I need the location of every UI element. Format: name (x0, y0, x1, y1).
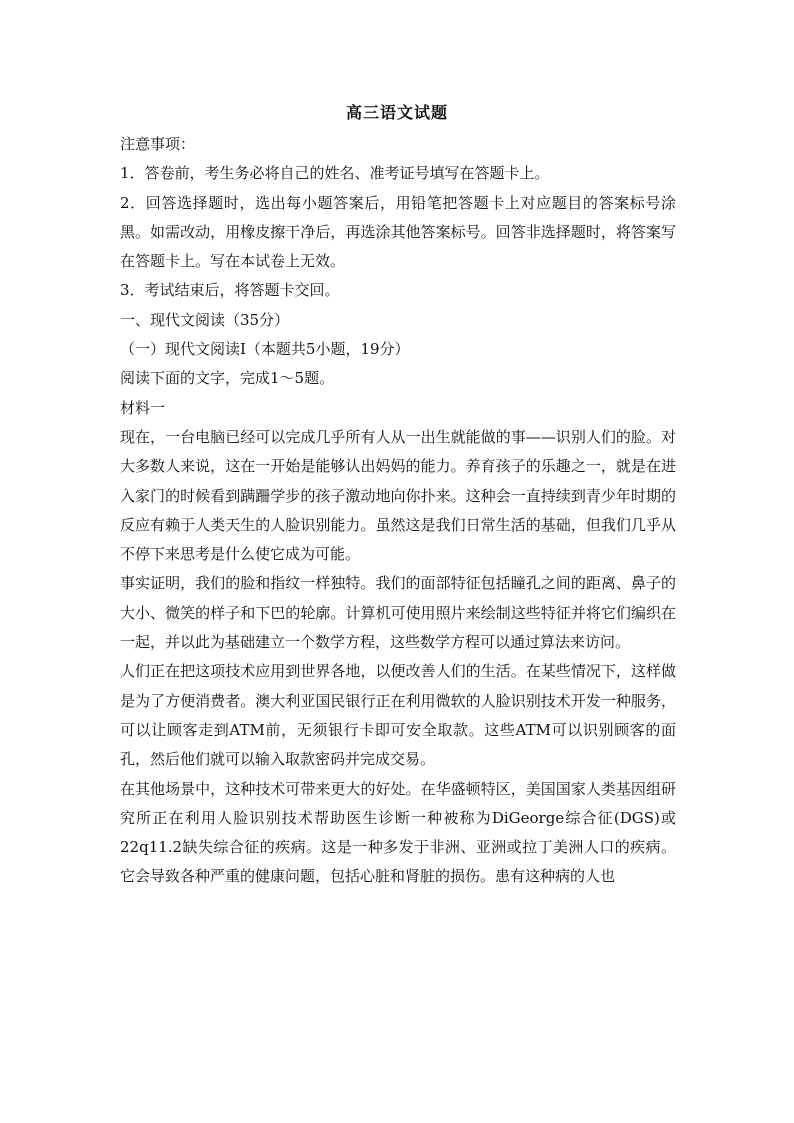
material-label: 材料一 (120, 398, 166, 417)
notice-heading: 注意事项： (120, 135, 196, 153)
notice-item: 3．考试结束后，将答题卡交回。 (120, 281, 340, 300)
page-title: 高三语文试题 (345, 103, 448, 122)
notice-item: 1．答卷前，考生务必将自己的姓名、准考证号填写在答题卡上。 (120, 164, 550, 183)
section-heading: 一、现代文阅读（35分） (120, 310, 290, 329)
document-body (120, 130, 676, 892)
section-subheading: （一）现代文阅读Ⅰ（本题共5小题，19分） (120, 340, 410, 359)
material-paragraph: 在其他场景中，这种技术可带来更大的好处。在华盛顿特区，美国国家人类基因组研究所正在利用人脸识别技术帮助医生诊断一种被称为DiGeorge综合征(DGS)或22q11.2缺失综合征的疾病。这是一种多发于非洲、亚洲或拉丁美洲人口的疾病。它会导致各种严重的健康问题，包括心脏和肾脏的损伤。患有这种病的人也 (120, 779, 676, 886)
material-paragraph: 事实证明，我们的脸和指纹一样独特。我们的面部特征包括瞳孔之间的距离、鼻子的大小、微笑的样子和下巴的轮廓。计算机可使用照片来绘制这些特征并将它们编织在一起，并以此为基础建立一个数学方程，这些数学方程可以通过算法来访问。 (120, 574, 676, 652)
section-instruction: 阅读下面的文字，完成1～5题。 (120, 369, 335, 388)
material-paragraph: 人们正在把这项技术应用到世界各地，以便改善人们的生活。在某些情况下，这样做是为了方便消费者。澳大利亚国民银行正在利用微软的人脸识别技术开发一种服务，可以让顾客走到ATM前，无须银行卡即可安全取款。这些ATM可以识别顾客的面孔，然后他们就可以输入取款密码并完成交易。 (120, 662, 676, 769)
notice-item: 2．回答选择题时，选出每小题答案后，用铅笔把答题卡上对应题目的答案标号涂黑。如需改动，用橡皮擦干净后，再选涂其他答案标号。回答非选择题时，将答案写在答题卡上。写在本试卷上无效。 (120, 193, 676, 271)
material-paragraph: 现在，一台电脑已经可以完成几乎所有人从一出生就能做的事——识别人们的脸。对大多数人来说，这在一开始是能够认出妈妈的能力。养育孩子的乐趣之一，就是在进入家门的时候看到蹒跚学步的孩子激动地向你扑来。这种会一直持续到青少年时期的反应有赖于人类天生的人脸识别能力。虽然这是我们日常生活的基础，但我们几乎从不停下来思考是什么使它成为可能。 (120, 427, 676, 564)
